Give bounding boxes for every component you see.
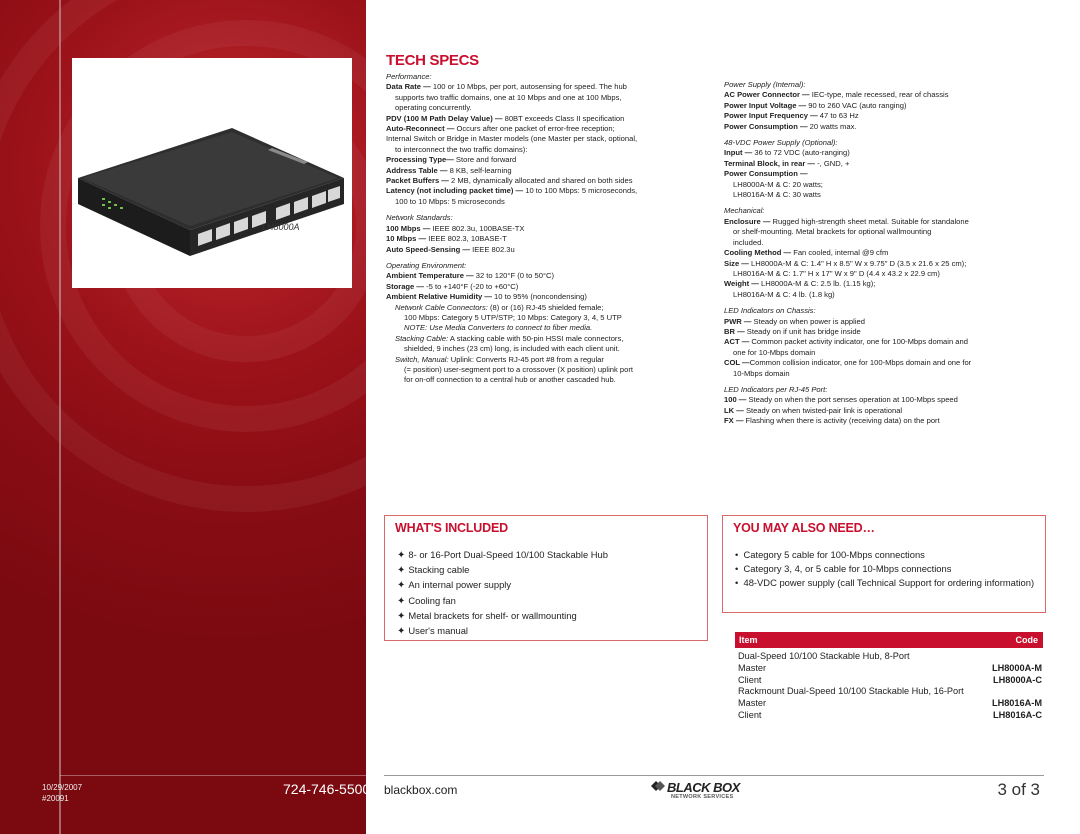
table-row (738, 686, 1042, 698)
you-may-also-need-title: YOU MAY ALSO NEED… (733, 521, 875, 535)
spec-line: 100 to 10 Mbps: 5 microseconds (395, 196, 505, 206)
spec-line: Power Input Frequency — 47 to 63 Hz (724, 111, 859, 121)
table-row (738, 710, 1042, 722)
spec-line: BR — Steady on if unit has bridge inside (724, 326, 861, 336)
spec-line: Packet Buffers — 2 MB, dynamically allocated and shared on both sides (386, 176, 633, 186)
specs-column-left (386, 72, 716, 386)
star-bullet-icon: ✦ (397, 626, 406, 638)
spec-line: ACT — Common packet activity indicator, one for 100-Mbps domain and (724, 337, 968, 347)
star-bullet-icon: ✦ (397, 595, 406, 607)
led-port-heading: LED Indicators per RJ-45 Port: (724, 384, 828, 394)
spec-line: PDV (100 M Path Delay Value) — 80BT exceeds Class II specification (386, 113, 625, 123)
list-item: • 48-VDC power supply (call Technical Support for ordering information) (735, 577, 1035, 589)
item-cell: Client (738, 674, 762, 685)
item-cell: Dual-Speed 10/100 Stackable Hub, 8-Port (738, 651, 910, 661)
spec-line: COL —Common collision indicator, one for 100-Mbps domain and one for (724, 358, 972, 368)
list-item: ✦ User's manual (397, 625, 469, 638)
code-cell: LH8016A-M (991, 698, 1042, 709)
product-caption: LH8000A (262, 222, 300, 232)
spec-line: Stacking Cable: A stacking cable with 50-pin HSSI male connectors, (395, 333, 624, 343)
order-table (738, 651, 1042, 722)
star-bullet-icon: ✦ (397, 610, 406, 622)
spec-line: to interconnect the two traffic domains): (395, 144, 528, 154)
spec-line: LH8016A-M & C: 4 lb. (1.8 kg) (733, 289, 835, 299)
item-cell: Rackmount Dual-Speed 10/100 Stackable Hub, 16-Port (738, 686, 964, 697)
doc-number: #20091 (42, 794, 69, 803)
table-row (738, 651, 1042, 663)
footer-phone: 724-746-5500 (283, 781, 371, 797)
spec-line: LH8016A-M & C: 30 watts (733, 190, 821, 200)
spec-line: 100 Mbps — IEEE 802.3u, 100BASE-TX (386, 223, 525, 233)
list-item: ✦ Cooling fan (397, 594, 456, 607)
spec-line: Storage — -5 to +140°F (-20 to +60°C) (386, 281, 519, 291)
table-row (738, 698, 1042, 710)
network-standards-heading: Network Standards: (386, 213, 453, 223)
spec-line: supports two traffic domains, one at 10 Mbps and one at 100 Mbps, (395, 92, 622, 102)
black-box-logo (651, 780, 761, 806)
spec-line: Address Table — 8 KB, self-learning (386, 165, 512, 175)
logo-subtext: NETWORK SERVICES (671, 794, 734, 800)
footer-rule-left (60, 775, 366, 776)
spec-line: (= position) user-segment port to a crossover (X position) uplink port (404, 364, 633, 374)
whats-included-box (384, 515, 708, 641)
product-photo (72, 58, 352, 288)
tech-specs-title: TECH SPECS (386, 52, 479, 69)
list-item: • Category 5 cable for 100-Mbps connections (735, 549, 925, 560)
spec-line: 100 Mbps: Category 5 UTP/STP; 10 Mbps: Category 3, 4, 5 UTP (404, 312, 622, 322)
specs-column-right (724, 80, 1044, 427)
code-column-header: Code (1015, 635, 1038, 645)
mechanical-heading: Mechanical: (724, 206, 765, 216)
item-column-header: Item (739, 635, 758, 645)
spec-line: Auto-Reconnect — Occurs after one packet of error-free reception; (386, 124, 615, 134)
whats-included-title: WHAT'S INCLUDED (395, 521, 508, 535)
spec-line: LK — Steady on when twisted-pair link is operational (724, 405, 903, 415)
spec-line: FX — Flashing when there is activity (receiving data) on the port (724, 416, 940, 426)
table-row (738, 675, 1042, 687)
led-chassis-heading: LED Indicators on Chassis: (724, 306, 816, 316)
spec-line: Auto Speed-Sensing — IEEE 802.3u (386, 244, 515, 254)
date-text: 10/29/2007 (42, 783, 83, 792)
spec-line: Network Cable Connectors: (8) or (16) RJ-45 shielded female; (395, 302, 604, 312)
spec-line: or shelf-mounting. Metal brackets for optional wallmounting (733, 227, 932, 237)
list-item: ✦ 8- or 16-Port Dual-Speed 10/100 Stackable Hub (397, 549, 608, 561)
whats-included-list (397, 548, 608, 639)
spec-line: 10 Mbps — IEEE 802.3, 10BASE-T (386, 234, 507, 244)
spec-line: AC Power Connector — IEC-type, male recessed, rear of chassis (724, 90, 949, 100)
star-bullet-icon: ✦ (397, 580, 406, 592)
spec-line: Power Input Voltage — 90 to 260 VAC (auto ranging) (724, 100, 907, 110)
spec-line: Ambient Relative Humidity — 10 to 95% (noncondensing) (386, 292, 587, 302)
spec-line: Processing Type— Store and forward (386, 155, 517, 165)
spec-line: Input — 36 to 72 VDC (auto-ranging) (724, 148, 850, 158)
spec-line: LH8016A-M & C: 1.7" H x 17" W x 9" D (4.4 x 43.2 x 22.9 cm) (733, 268, 940, 278)
footer-url[interactable]: blackbox.com (384, 783, 458, 797)
item-cell: Master (738, 698, 767, 709)
footer-date (42, 782, 82, 804)
spec-line: Enclosure — Rugged high-strength sheet metal. Suitable for standalone (724, 216, 969, 226)
spec-line: PWR — Steady on when power is applied (724, 316, 865, 326)
spec-line: NOTE: Use Media Converters to connect to fiber media. (404, 323, 593, 333)
list-item: ✦ An internal power supply (397, 579, 512, 592)
vdc-power-heading: 48-VDC Power Supply (Optional): (724, 138, 838, 148)
order-table-header (735, 632, 1043, 648)
code-cell: LH8016A-C (992, 709, 1042, 720)
spec-line: Latency (not including packet time) — 10 to 100 Mbps: 5 microseconds, (386, 186, 638, 196)
spec-line: shielded, 9 inches (23 cm) long, is included with each client unit. (404, 344, 620, 354)
page-number: 3 of 3 (997, 780, 1040, 799)
spec-line: Power Consumption — (724, 169, 808, 179)
footer-rule (384, 775, 1044, 776)
spec-line: Internal Switch or Bridge in Master models (one Master per stack, optional, (386, 134, 638, 144)
logo-text: BLACK BOX (667, 780, 740, 795)
star-bullet-icon: ✦ (397, 565, 406, 577)
performance-heading: Performance: (386, 72, 432, 81)
spec-line: for on-off connection to a central hub or another cascaded hub. (404, 375, 616, 385)
spec-line: Size — LH8000A-M & C: 1.4" H x 8.5" W x 9.75" D (3.5 x 21.6 x 25 cm); (724, 258, 967, 268)
you-may-also-need-list (735, 548, 1035, 591)
spec-line: one for 10-Mbps domain (733, 347, 816, 357)
spec-line: LH8000A-M & C: 20 watts; (733, 179, 823, 189)
spec-line: included. (733, 237, 764, 247)
spec-line: Terminal Block, in rear — -, GND, + (724, 158, 850, 168)
list-item: • Category 3, 4, or 5 cable for 10-Mbps connections (735, 563, 952, 575)
item-cell: Master (738, 662, 767, 673)
spec-line: Switch, Manual: Uplink: Converts RJ-45 port #8 from a regular (395, 354, 604, 364)
code-cell: LH8000A-M (991, 662, 1042, 673)
code-cell: LH8000A-C (992, 674, 1042, 685)
table-row (738, 663, 1042, 675)
star-bullet-icon: ✦ (397, 550, 406, 561)
logo-diamond-icon (651, 781, 665, 791)
you-may-also-need-box (722, 515, 1046, 613)
list-item: ✦ Stacking cable (397, 564, 470, 577)
operating-environment-heading: Operating Environment: (386, 260, 467, 270)
spec-line: Power Consumption — 20 watts max. (724, 121, 857, 131)
list-item: ✦ Metal brackets for shelf- or wallmounting (397, 609, 577, 622)
spec-line: Data Rate — 100 or 10 Mbps, per port, autosensing for speed. The hub (386, 82, 627, 92)
power-supply-heading: Power Supply (Internal): (724, 80, 806, 89)
spec-line: Ambient Temperature — 32 to 120°F (0 to 50°C) (386, 271, 554, 281)
spec-line: 100 — Steady on when the port senses operation at 100-Mbps speed (724, 395, 958, 405)
spec-line: Weight — LH8000A-M & C: 2.5 lb. (1.15 kg); (724, 279, 876, 289)
spec-line: Cooling Method — Fan cooled, internal @9 cfm (724, 248, 889, 258)
item-cell: Client (738, 709, 762, 720)
hub-illustration (72, 58, 352, 288)
spec-line: operating concurrently. (395, 103, 472, 113)
spec-line: 10-Mbps domain (733, 368, 790, 378)
